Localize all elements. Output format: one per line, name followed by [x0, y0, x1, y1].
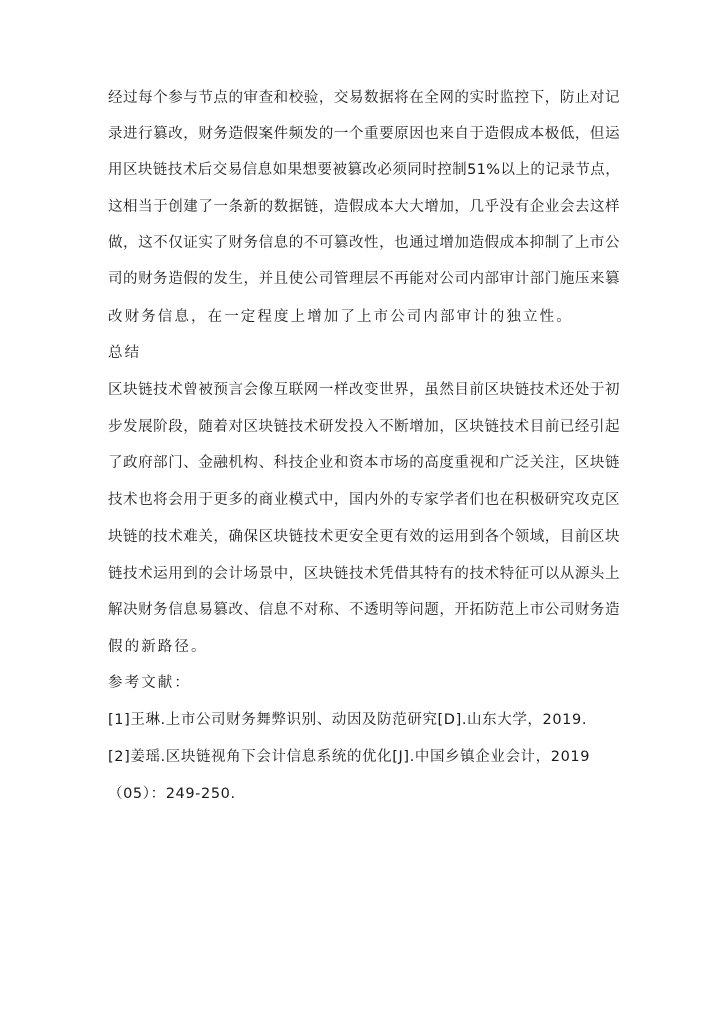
body-line: 经过每个参与节点的审查和校验，交易数据将在全网的实时监控下，防止对记 — [108, 90, 620, 106]
reference-item: [2]姜瑶.区块链视角下会计信息系统的优化[J].中国乡镇企业会计，2019 — [108, 749, 591, 765]
section-heading-summary: 总结 — [108, 345, 142, 361]
summary-line: 解决财务信息易篡改、信息不对称、不透明等问题，开拓防范上市公司财务造 — [108, 602, 620, 618]
summary-line: 假的新路径。 — [108, 639, 208, 655]
section-heading-references: 参考文献： — [108, 675, 191, 691]
summary-line: 了政府部门、金融机构、科技企业和资本市场的高度重视和广泛关注，区块链 — [108, 455, 620, 471]
body-line: 用区块链技术后交易信息如果想要被篡改必须同时控制51%以上的记录节点， — [108, 162, 620, 178]
summary-line: 链技术运用到的会计场景中，区块链技术凭借其特有的技术特征可以从源头上 — [108, 566, 620, 582]
body-line: 录进行篡改，财务造假案件频发的一个重要原因也来自于造假成本极低，但运 — [108, 126, 620, 142]
summary-line: 块链的技术难关，确保区块链技术更安全更有效的运用到各个领域，目前区块 — [108, 529, 620, 545]
summary-line: 步发展阶段，随着对区块链技术研发投入不断增加，区块链技术目前已经引起 — [108, 419, 620, 435]
body-line: 改财务信息，在一定程度上增加了上市公司内部审计的独立性。 — [108, 309, 573, 325]
body-line: 司的财务造假的发生，并且使公司管理层不再能对公司内部审计部门施压来篡 — [108, 271, 620, 287]
reference-item-continuation: （05）：249-250. — [108, 786, 236, 802]
summary-line: 技术也将会用于更多的商业模式中，国内外的专家学者们也在积极研究攻克区 — [108, 492, 620, 508]
body-line: 这相当于创建了一条新的数据链，造假成本大大增加，几乎没有企业会去这样 — [108, 199, 620, 215]
summary-line: 区块链技术曾被预言会像互联网一样改变世界，虽然目前区块链技术还处于初 — [108, 382, 620, 398]
body-line: 做，这不仅证实了财务信息的不可篡改性，也通过增加造假成本抑制了上市公 — [108, 235, 620, 251]
reference-item: [1]王琳.上市公司财务舞弊识别、动因及防范研究[D].山东大学，2019. — [108, 712, 588, 728]
